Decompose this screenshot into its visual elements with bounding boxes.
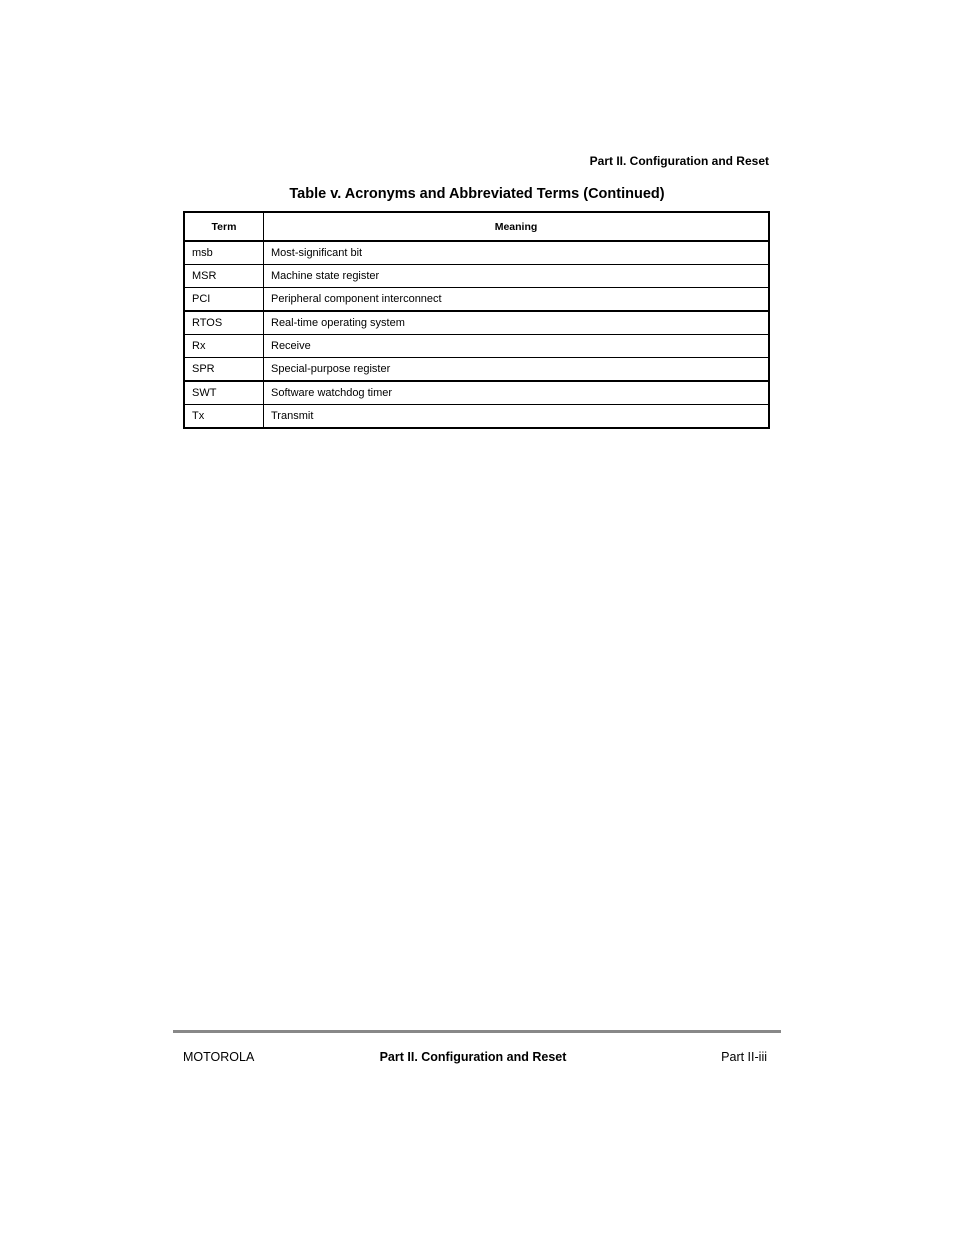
term-cell: Rx bbox=[184, 335, 264, 358]
footer-divider bbox=[173, 1030, 781, 1033]
term-cell: Tx bbox=[184, 405, 264, 429]
term-cell: PCI bbox=[184, 288, 264, 312]
table-row bbox=[184, 405, 769, 429]
term-cell: SWT bbox=[184, 381, 264, 405]
table-row bbox=[184, 335, 769, 358]
term-cell: RTOS bbox=[184, 311, 264, 335]
term-cell: SPR bbox=[184, 358, 264, 382]
table-row bbox=[184, 381, 769, 405]
table-row bbox=[184, 288, 769, 312]
meaning-cell: Software watchdog timer bbox=[264, 381, 770, 405]
footer-company: MOTOROLA bbox=[183, 1050, 255, 1064]
table-header-row bbox=[184, 212, 769, 241]
running-header: Part II. Configuration and Reset bbox=[589, 154, 769, 168]
meaning-cell: Machine state register bbox=[264, 265, 770, 288]
footer-page-number: Part II-iii bbox=[721, 1050, 767, 1064]
footer-section-title: Part II. Configuration and Reset bbox=[379, 1050, 567, 1064]
table-row bbox=[184, 358, 769, 382]
meaning-cell: Peripheral component interconnect bbox=[264, 288, 770, 312]
table-row bbox=[184, 241, 769, 265]
acronyms-table bbox=[183, 211, 770, 429]
meaning-cell: Real-time operating system bbox=[264, 311, 770, 335]
column-header-term: Term bbox=[184, 212, 264, 241]
table-row bbox=[184, 311, 769, 335]
meaning-cell: Special-purpose register bbox=[264, 358, 770, 382]
meaning-cell: Most-significant bit bbox=[264, 241, 770, 265]
meaning-cell: Transmit bbox=[264, 405, 770, 429]
meaning-cell: Receive bbox=[264, 335, 770, 358]
table-row bbox=[184, 265, 769, 288]
term-cell: MSR bbox=[184, 265, 264, 288]
term-cell: msb bbox=[184, 241, 264, 265]
table-title: Table v. Acronyms and Abbreviated Terms (Continued) bbox=[289, 186, 665, 202]
column-header-meaning: Meaning bbox=[264, 212, 770, 241]
